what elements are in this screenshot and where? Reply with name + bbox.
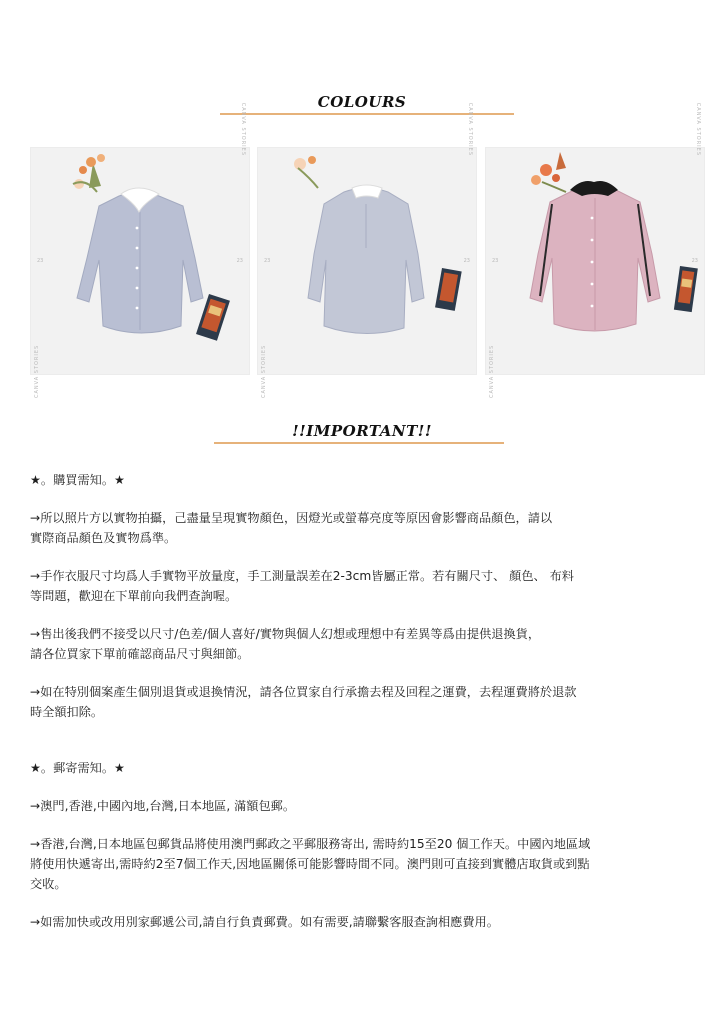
colour-photo-3 xyxy=(485,102,705,398)
page-number: 23 xyxy=(236,258,243,264)
page-number: 23 xyxy=(37,258,44,264)
shipping-note-3: →如需加快或改用別家郵遞公司,請自行負責郵費。如有需要,請聯繫客服查詢相應費用。 xyxy=(30,915,499,929)
shipping-note-1: →澳門,香港,中國內地,台灣,日本地區, 滿額包郵。 xyxy=(30,799,296,813)
book-decoration xyxy=(196,294,230,341)
shipping-heading: ★。郵寄需知。★ xyxy=(30,761,125,775)
colour-photo-1 xyxy=(30,102,250,398)
shirt-front-blue-image xyxy=(31,148,251,376)
flower-decoration xyxy=(531,152,566,192)
shipping-note-2: →香港,台灣,日本地區包郵貨品將使用澳門郵政之平郵服務寄出, 需時約15至20 個工作天。中國內地區域 將使用快遞寄出,需時約2至7個工作天,因地區關係可能影響時間不同。澳門則可直接到實體店取貨或到點 交收。 xyxy=(30,837,591,891)
brand-text-right: CANVA STORIES xyxy=(467,102,473,156)
purchase-note-1: →所以照片方以實物拍攝，己盡量呈現實物顏色，因燈光或螢幕亮度等原因會影響商品顏色，請以 實際商品顏色及實物爲準。 xyxy=(30,511,553,545)
page-number: 23 xyxy=(463,258,470,264)
purchase-heading: ★。購買需知。★ xyxy=(30,473,125,487)
important-divider xyxy=(214,442,504,444)
page-number: 23 xyxy=(691,258,698,264)
brand-text-left: CANVA STORIES xyxy=(261,344,267,398)
purchase-note-3: →售出後我們不接受以尺寸/色差/個人喜好/實物與個人幻想或理想中有差異等爲由提供退換貨， 請各位買家下單前確認商品尺寸與細節。 xyxy=(30,627,541,661)
flower-decoration xyxy=(73,154,105,192)
shirt-back-blue-image xyxy=(258,148,478,376)
purchase-note-2: →手作衣服尺寸均爲人手實物平放量度，手工測量誤差在2-3cm皆屬正常。若有關尺寸、 顏色、 布料 等問題，歡迎在下單前向我們查詢喔。 xyxy=(30,569,574,603)
notes-section xyxy=(30,470,694,932)
shirt-front-pink-image xyxy=(486,148,706,376)
brand-text-left: CANVA STORIES xyxy=(489,344,495,398)
page-number: 23 xyxy=(264,258,271,264)
page-number: 23 xyxy=(492,258,499,264)
colours-title: COLOURS xyxy=(317,93,407,111)
important-title: !!IMPORTANT!! xyxy=(292,422,432,440)
brand-text-right: CANVA STORIES xyxy=(695,102,701,156)
purchase-note-4: →如在特別個案產生個別退貨或退換情況，請各位買家自行承擔去程及回程之運費，去程運費將於退款 時全額扣除。 xyxy=(30,685,577,719)
book-decoration xyxy=(674,266,698,312)
book-decoration xyxy=(435,268,462,311)
brand-text-right: CANVA STORIES xyxy=(240,102,246,156)
flower-decoration xyxy=(294,156,318,188)
brand-text-left: CANVA STORIES xyxy=(34,344,40,398)
